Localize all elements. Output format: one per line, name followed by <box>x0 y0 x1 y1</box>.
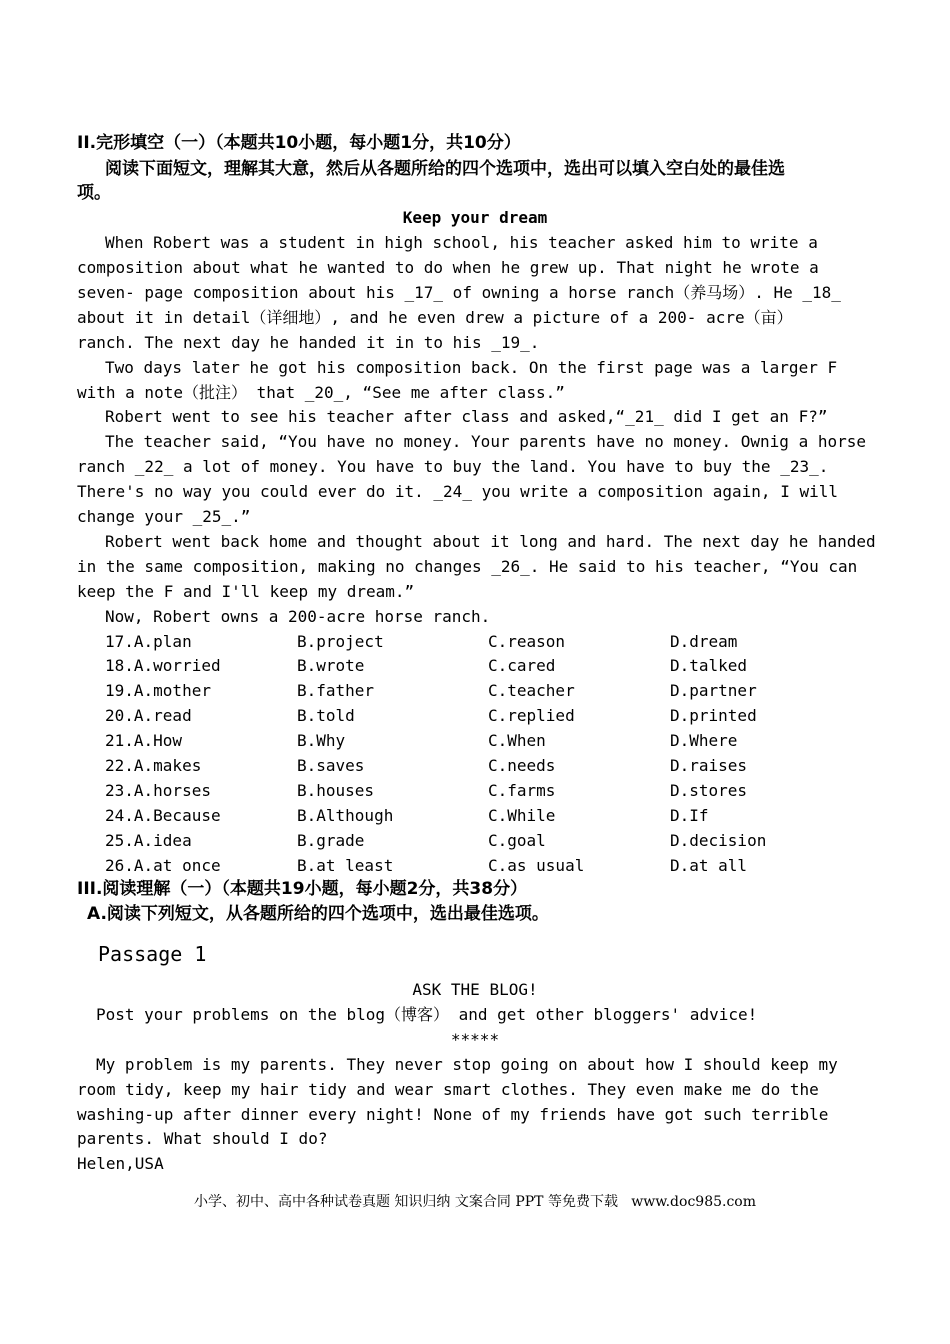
question-options-18 <box>105 654 865 678</box>
option-d: D.stores <box>670 781 748 800</box>
passage-line: seven- page composition about his _17_ of owning a horse ranch（养马场）. He _18_ <box>77 283 841 302</box>
option-a: 19.A.mother <box>105 681 211 700</box>
passage-line: ranch _22_ a lot of money. You have to buy the land. You have to buy the _23_. <box>77 457 829 476</box>
option-b: B.Why <box>297 731 346 750</box>
option-d: D.decision <box>670 831 767 850</box>
option-c: C.teacher <box>488 681 575 700</box>
passage-line: Two days later he got his composition back. On the first page was a larger F <box>105 358 838 377</box>
question-options-25 <box>105 829 865 853</box>
passage-line: Robert went to see his teacher after class and asked,“_21_ did I get an F?” <box>105 407 828 426</box>
option-b: B.told <box>297 706 355 725</box>
option-b: B.at least <box>297 856 394 875</box>
option-c: C.as usual <box>488 856 585 875</box>
option-a: 26.A.at once <box>105 856 221 875</box>
option-b: B.father <box>297 681 375 700</box>
option-a: 21.A.How <box>105 731 183 750</box>
section-2-instruction-line-2: 项。 <box>77 183 111 203</box>
section-3-header: III.阅读理解（一）（本题共19小题，每小题2分，共38分） <box>77 879 528 899</box>
blog-post-author: Helen,USA <box>77 1154 164 1173</box>
option-c: C.needs <box>488 756 556 775</box>
section-2-instruction-line-1: 阅读下面短文，理解其大意，然后从各题所给的四个选项中，选出可以填入空白处的最佳选 <box>105 159 785 179</box>
option-d: D.raises <box>670 756 748 775</box>
option-b: B.houses <box>297 781 375 800</box>
passage-line: keep the F and I'll keep my dream.” <box>77 582 415 601</box>
passage-line: The teacher said, “You have no money. Your parents have no money. Ownig a horse <box>105 432 866 451</box>
question-options-21 <box>105 729 865 753</box>
passage-line: about it in detail（详细地）, and he even drew a picture of a 200- acre（亩） <box>77 308 793 327</box>
blog-post-line: parents. What should I do? <box>77 1129 328 1148</box>
option-c: C.goal <box>488 831 546 850</box>
option-d: D.partner <box>670 681 757 700</box>
option-c: C.farms <box>488 781 556 800</box>
option-d: D.talked <box>670 656 748 675</box>
question-options-19 <box>105 679 865 703</box>
option-d: D.Where <box>670 731 738 750</box>
option-c: C.replied <box>488 706 575 725</box>
passage-line: Now, Robert owns a 200-acre horse ranch. <box>105 607 491 626</box>
option-a: 24.A.Because <box>105 806 221 825</box>
blog-title: ASK THE BLOG! <box>412 980 538 999</box>
option-d: D.printed <box>670 706 757 725</box>
passage-line: ranch. The next day he handed it in to his _19_. <box>77 333 540 352</box>
option-a: 20.A.read <box>105 706 192 725</box>
option-b: B.grade <box>297 831 365 850</box>
option-c: C.cared <box>488 656 556 675</box>
option-c: C.While <box>488 806 556 825</box>
blog-divider: ***** <box>450 1030 500 1049</box>
blog-subtitle: Post your problems on the blog（博客） and get other bloggers' advice! <box>96 1005 758 1024</box>
option-a: 25.A.idea <box>105 831 192 850</box>
passage-line: When Robert was a student in high school, his teacher asked him to write a <box>105 233 818 252</box>
question-options-23 <box>105 779 865 803</box>
question-options-17 <box>105 630 865 654</box>
option-a: 22.A.makes <box>105 756 202 775</box>
passage-line: change your _25_.” <box>77 507 251 526</box>
page-footer: 小学、初中、高中各种试卷真题 知识归纳 文案合同 PPT 等免费下载 www.doc985.com <box>193 1194 756 1210</box>
question-options-20 <box>105 704 865 728</box>
option-c: C.When <box>488 731 546 750</box>
passage-label: Passage 1 <box>98 942 207 966</box>
option-c: C.reason <box>488 632 566 651</box>
option-d: D.If <box>670 806 709 825</box>
section-2-header: II.完形填空（一）（本题共10小题，每小题1分，共10分） <box>77 133 521 153</box>
option-a: 18.A.worried <box>105 656 221 675</box>
option-a: 23.A.horses <box>105 781 211 800</box>
passage-line: Robert went back home and thought about it long and hard. The next day he handed <box>105 532 876 551</box>
option-b: B.project <box>297 632 384 651</box>
passage-line: with a note（批注） that _20_, “See me after class.” <box>77 383 565 402</box>
passage-line: There's no way you could ever do it. _24_ you write a composition again, I will <box>77 482 838 501</box>
blog-post-line: My problem is my parents. They never stop going on about how I should keep my <box>96 1055 838 1074</box>
option-d: D.dream <box>670 632 738 651</box>
passage-line: in the same composition, making no changes _26_. He said to his teacher, “You can <box>77 557 858 576</box>
passage-title: Keep your dream <box>402 208 548 227</box>
question-options-24 <box>105 804 865 828</box>
blog-post-line: washing-up after dinner every night! None of my friends have got such terrible <box>77 1105 829 1124</box>
option-b: B.Although <box>297 806 394 825</box>
question-options-26 <box>105 854 865 878</box>
blog-post-line: room tidy, keep my hair tidy and wear smart clothes. They even make me do the <box>77 1080 819 1099</box>
question-options-22 <box>105 754 865 778</box>
section-3-sub-header: A.阅读下列短文，从各题所给的四个选项中，选出最佳选项。 <box>87 904 549 924</box>
option-b: B.wrote <box>297 656 365 675</box>
option-d: D.at all <box>670 856 748 875</box>
option-b: B.saves <box>297 756 365 775</box>
option-a: 17.A.plan <box>105 632 192 651</box>
passage-line: composition about what he wanted to do when he grew up. That night he wrote a <box>77 258 819 277</box>
